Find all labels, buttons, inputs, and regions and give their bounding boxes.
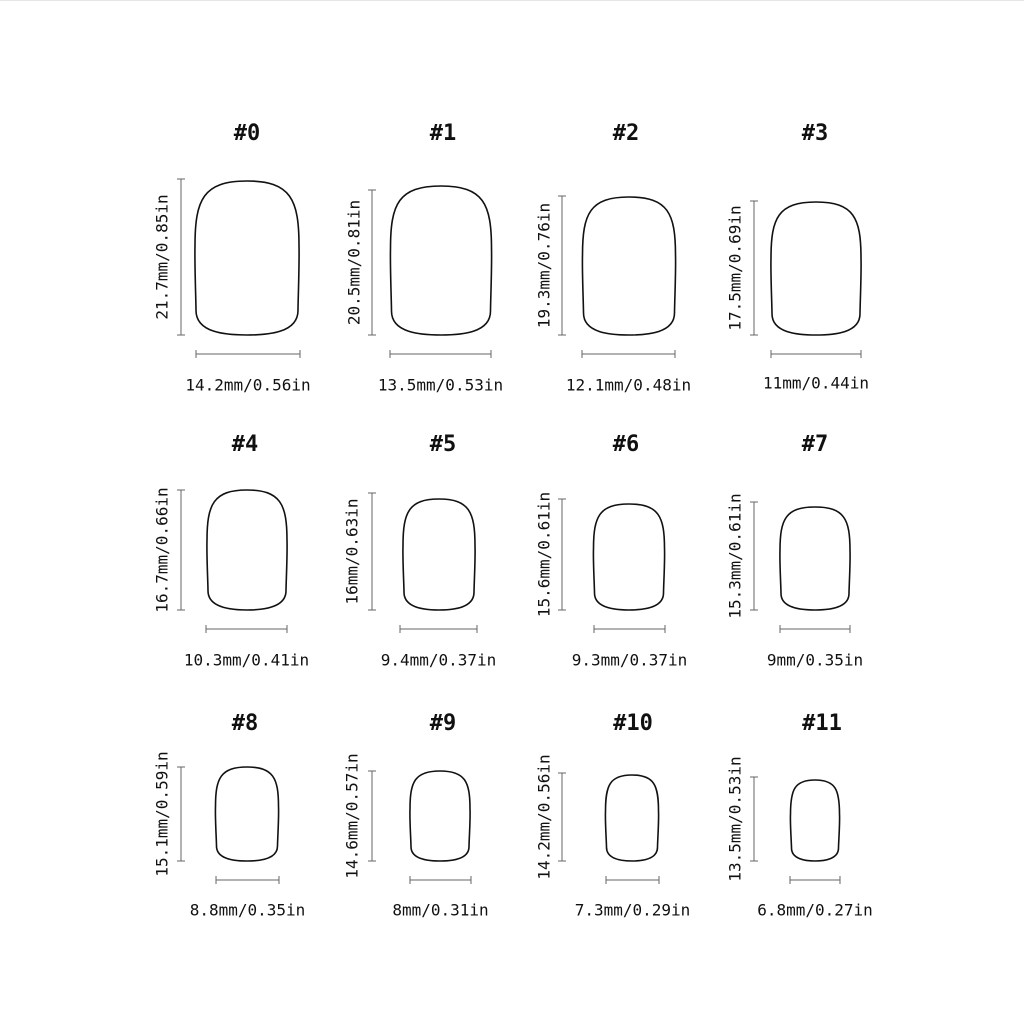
width-dimension-line [606,876,659,884]
width-label: 9.3mm/0.37in [571,650,688,670]
length-dimension-line [368,493,376,610]
length-dimension-line [177,179,185,335]
width-label: 14.2mm/0.56in [185,375,311,395]
size-title: #6 [612,432,640,457]
size-title: #7 [801,432,829,457]
width-dimension-line [771,350,861,358]
width-dimension-line [790,876,840,884]
nail-outline [403,499,475,610]
length-label: 20.5mm/0.81in [344,199,364,326]
nail-outline [195,181,299,335]
nail-outline [605,775,658,861]
width-label: 12.1mm/0.48in [565,375,692,395]
width-dimension-line [582,350,675,358]
width-dimension-line [196,350,300,358]
length-dimension-line [558,499,566,610]
width-dimension-line [780,625,850,633]
length-label: 14.6mm/0.57in [342,753,362,879]
width-label: 9mm/0.35in [766,650,864,670]
nail-size-6 [535,432,688,670]
nail-outline [215,767,278,861]
nail-outline [780,507,850,610]
length-label: 16.7mm/0.66in [152,487,172,613]
length-label: 15.3mm/0.61in [725,493,745,619]
nail-outline [593,504,664,610]
length-dimension-line [177,490,185,610]
width-dimension-line [594,625,665,633]
nail-size-4 [153,432,310,670]
width-label: 8.8mm/0.35in [189,900,306,920]
nail-size-5 [343,432,497,670]
length-label: 15.6mm/0.61in [534,491,554,618]
size-title: #9 [429,711,457,736]
width-dimension-line [206,625,287,633]
nail-size-1 [345,121,504,395]
nail-outline [410,771,470,861]
width-dimension-line [390,350,491,358]
nail-size-2 [535,121,692,395]
nail-size-9 [343,711,489,920]
width-label: 7.3mm/0.29in [574,900,691,920]
width-label: 11mm/0.44in [763,373,869,393]
width-dimension-line [400,625,477,633]
nail-outline [582,197,675,335]
nail-size-11 [726,711,873,920]
size-title: #3 [801,121,829,146]
length-dimension-line [750,201,758,335]
size-title: #10 [613,711,653,736]
length-label: 16mm/0.63in [342,498,362,605]
nail-outline [390,186,491,335]
length-dimension-line [368,190,376,335]
width-label: 9.4mm/0.37in [380,650,497,670]
nail-outline [790,780,839,861]
length-dimension-line [558,196,566,335]
length-label: 15.1mm/0.59in [152,751,172,877]
size-title: #4 [231,432,259,457]
width-dimension-line [216,876,279,884]
length-label: 19.3mm/0.76in [534,202,554,329]
size-title: #2 [612,121,640,146]
width-label: 8mm/0.31in [392,900,489,920]
nail-size-10 [535,711,691,920]
size-title: #5 [429,432,457,457]
nail-outline [207,490,287,610]
length-dimension-line [177,767,185,861]
length-label: 21.7mm/0.85in [152,194,172,320]
length-dimension-line [368,771,376,861]
width-label: 10.3mm/0.41in [183,650,310,670]
length-dimension-line [750,502,758,610]
length-label: 17.5mm/0.69in [725,205,745,331]
size-title: #8 [231,711,259,736]
width-dimension-line [410,876,471,884]
width-label: 6.8mm/0.27in [757,900,873,920]
length-dimension-line [558,773,566,861]
size-title: #1 [429,121,457,146]
length-label: 13.5mm/0.53in [725,756,745,882]
width-label: 13.5mm/0.53in [377,375,504,395]
nail-outline [771,202,861,335]
nail-size-8 [153,711,306,920]
nail-size-7 [726,432,864,670]
nail-size-0 [153,121,311,395]
size-title: #0 [233,121,261,146]
nail-size-3 [726,121,869,393]
length-label: 14.2mm/0.56in [534,754,554,880]
length-dimension-line [750,777,758,861]
size-title: #11 [802,711,842,736]
